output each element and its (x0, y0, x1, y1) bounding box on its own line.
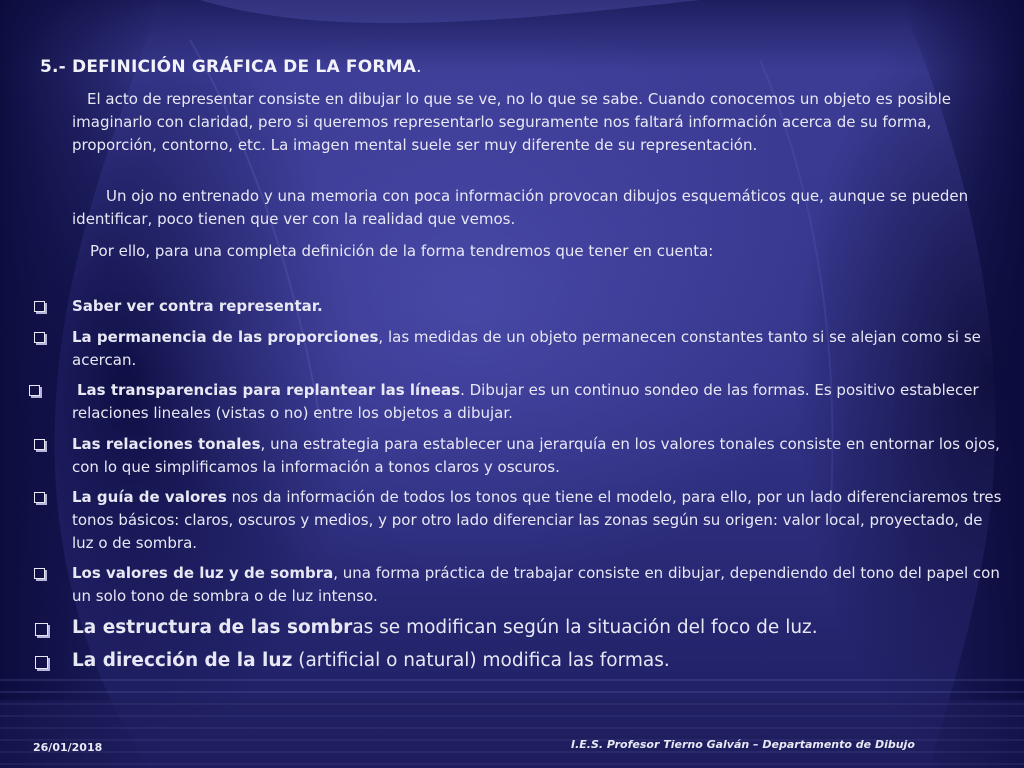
bullet-lead: Los valores de luz y de sombra (72, 564, 334, 582)
checkbox-square-icon (34, 332, 45, 343)
bullet-item (72, 486, 1004, 555)
bullet-text: (artificial o natural) modifica las formas. (292, 650, 670, 671)
bullet-item (72, 433, 1004, 479)
bullet-item (72, 615, 1004, 641)
bullet-lead: La permanencia de las proporciones (72, 328, 379, 346)
bullet-text: , las medidas de un objeto permanecen constantes tanto si se alejan como si se acercan. (72, 328, 981, 369)
checkbox-square-icon (34, 492, 45, 503)
paragraph-1: El acto de representar consiste en dibujar lo que se ve, no lo que se sabe. Cuando conocemos un objeto es posible imaginarlo con claridad, pero si queremos representarlo seguramente nos faltará información acerca de su forma, proporción, contorno, etc. La imagen mental suele ser muy diferente de su representación. (72, 90, 952, 154)
bullet-lead: Las transparencias para replantear las líneas (77, 381, 461, 399)
bullet-lead: La guía de valores (72, 488, 227, 506)
checkbox-square-icon (34, 568, 45, 579)
slide-title-period: . (416, 57, 422, 77)
footer-institution: I.E.S. Profesor Tierno Galván – Departamento de Dibujo (571, 738, 915, 751)
paragraph-2: Un ojo no entrenado y una memoria con poca información provocan dibujos esquemáticos que, aunque se pueden identificar, poco tienen que ver con la realidad que vemos. (72, 187, 969, 228)
slide-title-text: 5.- DEFINICIÓN GRÁFICA DE LA FORMA (40, 57, 417, 77)
bullet-item (72, 379, 1004, 425)
bullet-item (72, 562, 1004, 608)
checkbox-square-icon (35, 623, 48, 636)
bullet-text: , una estrategia para establecer una jerarquía en los valores tonales consiste en entornar los ojos, con lo que simplificamos la información a tonos claros y oscuros. (72, 435, 1000, 476)
checkbox-square-icon (35, 656, 48, 669)
paragraph-3: Por ello, para una completa definición de la forma tendremos que tener en cuenta: (90, 242, 714, 260)
bullet-text: . Dibujar es un continuo sondeo de las formas. Es positivo establecer relaciones lineales (vistas o no) entre los objetos a dibujar. (72, 381, 979, 422)
bullet-text: , una forma práctica de trabajar consiste en dibujar, dependiendo del tono del papel con un solo tono de sombra o de luz intenso. (72, 564, 1000, 605)
checkbox-square-icon (34, 301, 45, 312)
bullet-text: as se modifican según la situación del foco de luz. (352, 617, 818, 638)
bullet-lead: La estructura de las sombr (72, 617, 353, 638)
checkbox-square-icon (34, 439, 45, 450)
bullet-lead: Las relaciones tonales (72, 435, 261, 453)
bullet-item (72, 295, 1004, 318)
bullet-text: nos da información de todos los tonos que tiene el modelo, para ello, por un lado diferenciaremos tres tonos básicos: claros, oscuros y medios, y por otro lado diferenciar las zonas según su origen: valor local, proyectado, de luz o de sombra. (72, 488, 1002, 552)
footer-date: 26/01/2018 (33, 741, 103, 754)
bullet-lead: La dirección de la luz (72, 650, 293, 671)
bullet-item (72, 326, 1004, 372)
checkbox-square-icon (29, 385, 40, 396)
bullet-item (72, 648, 1004, 674)
bullet-lead: Saber ver contra representar. (72, 297, 323, 315)
